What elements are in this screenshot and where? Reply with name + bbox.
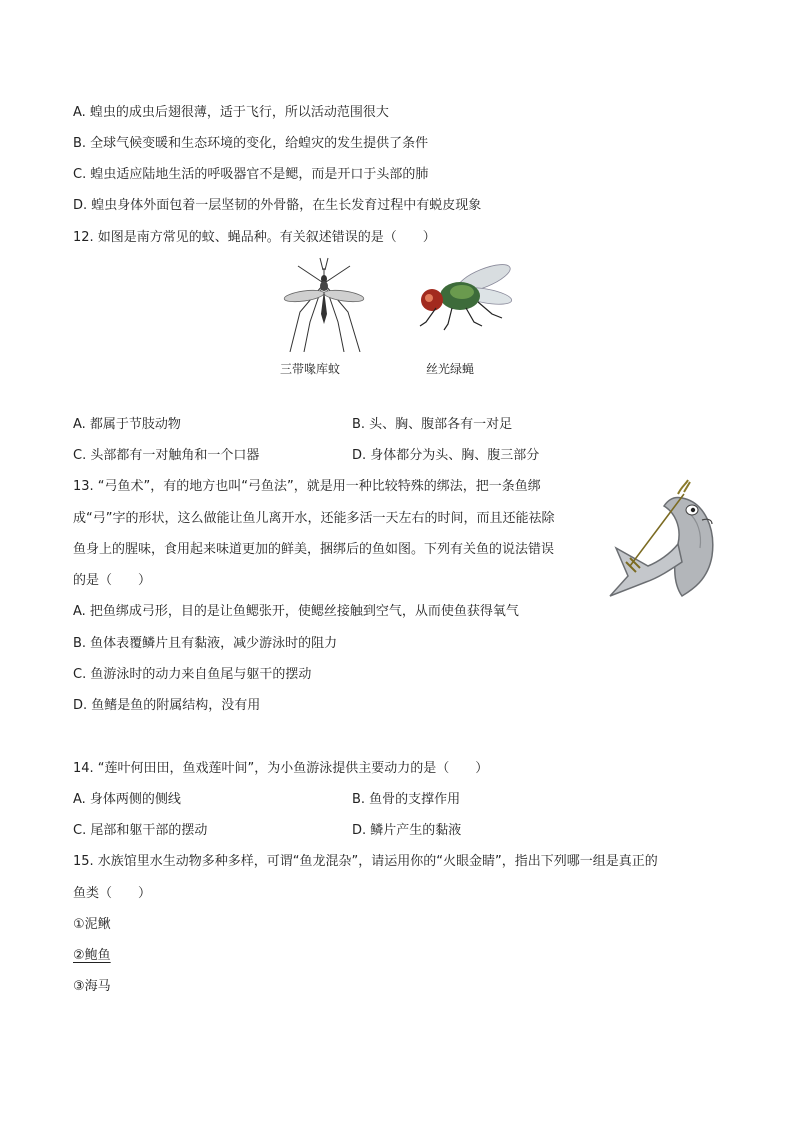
q15-stem-line-1: 15. 水族馆里水生动物多种多样，可谓“鱼龙混杂”，请运用你的“火眼金睛”，指出下列哪一组是真正的	[73, 854, 658, 869]
q13-option-d: D. 鱼鳍是鱼的附属结构，没有用	[73, 698, 261, 713]
q13-stem-line-2: 成“弓”字的形状，这么做能让鱼儿离开水，还能多活一天左右的时间，而且还能祛除	[73, 511, 555, 526]
q11-option-b: B. 全球气候变暖和生态环境的变化，给蝗灾的发生提供了条件	[73, 136, 429, 151]
caption-mosquito: 三带喙库蚊	[280, 362, 341, 376]
q14-option-d: D. 鳞片产生的黏液	[352, 823, 462, 838]
q12-option-b: B. 头、胸、腹部各有一对足	[352, 417, 513, 432]
q13-option-a: A. 把鱼绑成弓形，目的是让鱼鳃张开，使鳃丝接触到空气，从而使鱼获得氧气	[73, 604, 519, 619]
q12-option-a: A. 都属于节肢动物	[73, 417, 181, 432]
q14-option-a: A. 身体两侧的侧线	[73, 792, 181, 807]
q11-option-a: A. 蝗虫的成虫后翅很薄，适于飞行，所以活动范围很大	[73, 105, 389, 120]
fly-illustration	[396, 262, 516, 332]
q13-stem-line-4: 的是（ ）	[73, 573, 152, 588]
q13-option-b: B. 鱼体表覆鳞片且有黏液，减少游泳时的阻力	[73, 636, 338, 651]
q11-option-c: C. 蝗虫适应陆地生活的呼吸器官不是鳃，而是开口于头部的肺	[73, 167, 429, 182]
q15-stem-line-2: 鱼类（ ）	[73, 886, 152, 901]
q15-item-2: ②鲍鱼	[73, 948, 111, 963]
bent-fish-illustration	[608, 478, 726, 616]
q15-item-3: ③海马	[73, 979, 111, 994]
q13-option-c: C. 鱼游泳时的动力来自鱼尾与躯干的摆动	[73, 667, 312, 682]
q12-option-c: C. 头部都有一对触角和一个口器	[73, 448, 260, 463]
q13-stem-line-3: 鱼身上的腥味，食用起来味道更加的鲜美，捆绑后的鱼如图。下列有关鱼的说法错误	[73, 542, 555, 557]
caption-fly: 丝光绿蝇	[426, 362, 475, 376]
q13-stem-line-1: 13. “弓鱼术”，有的地方也叫“弓鱼法”，就是用一种比较特殊的绑法，把一条鱼绑	[73, 479, 541, 494]
q12-option-d: D. 身体都分为头、胸、腹三部分	[352, 448, 540, 463]
q12-stem: 12. 如图是南方常见的蚊、蝇品种。有关叙述错误的是（ ）	[73, 230, 436, 245]
q11-option-d: D. 蝗虫身体外面包着一层坚韧的外骨骼，在生长发育过程中有蜕皮现象	[73, 198, 482, 213]
q14-option-c: C. 尾部和躯干部的摆动	[73, 823, 208, 838]
mosquito-illustration	[280, 252, 370, 352]
q14-option-b: B. 鱼骨的支撑作用	[352, 792, 461, 807]
q15-item-1: ①泥鳅	[73, 917, 111, 932]
q14-stem: 14. “莲叶何田田，鱼戏莲叶间”，为小鱼游泳提供主要动力的是（ ）	[73, 761, 489, 776]
